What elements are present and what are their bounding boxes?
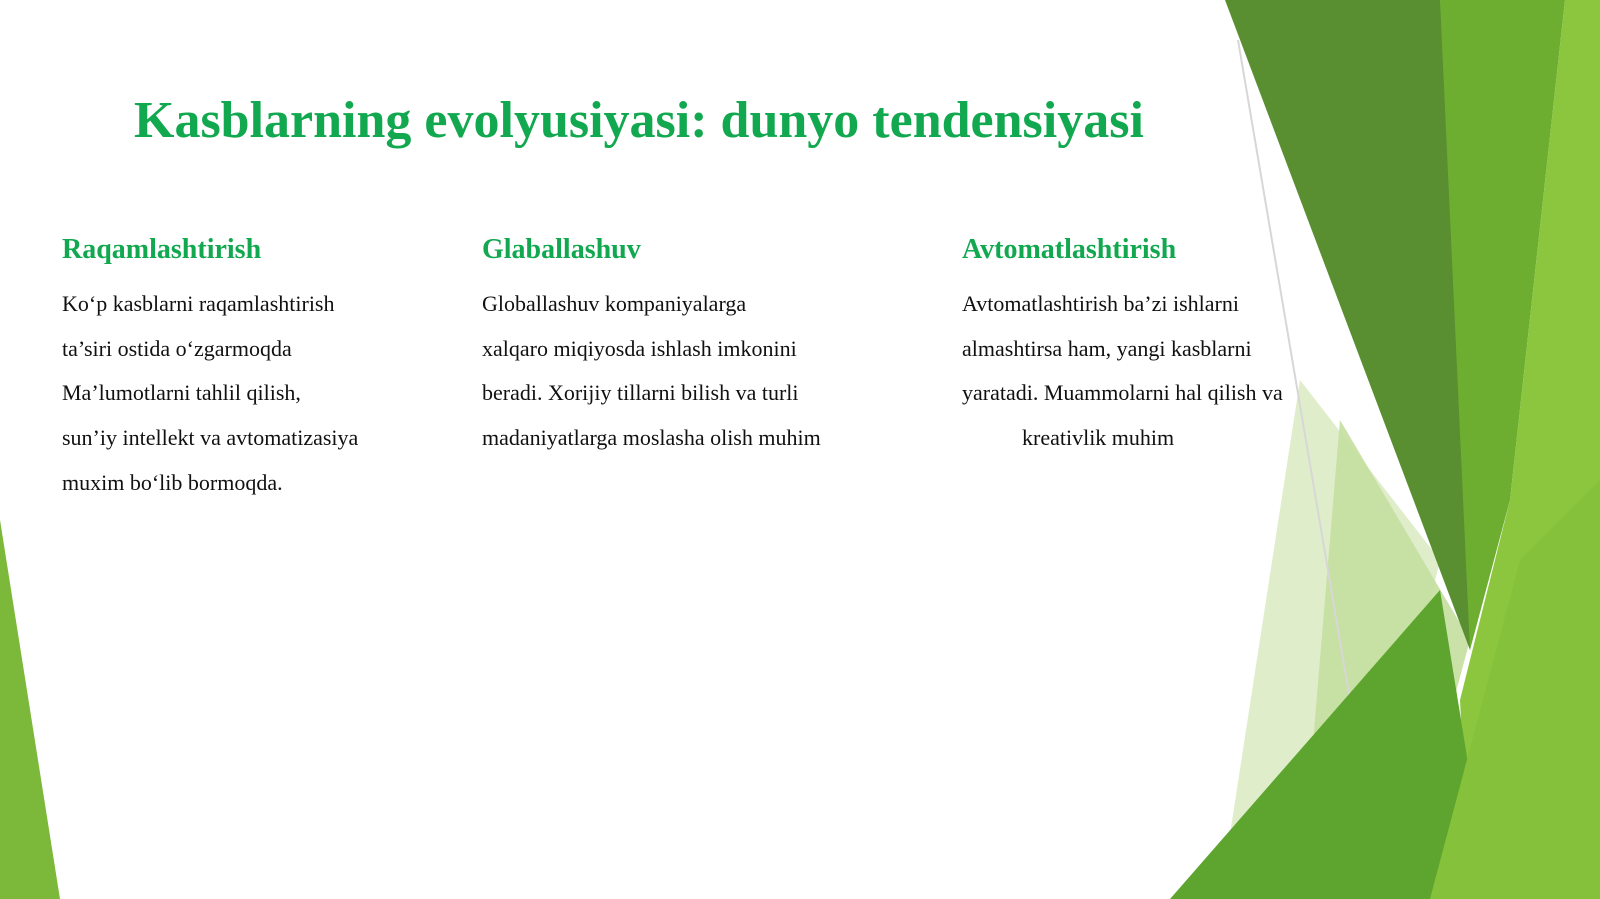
column-avtomatlashtirish — [962, 228, 1342, 461]
column-text-line: ta’siri ostida o‘zgarmoqda — [62, 335, 292, 361]
column-text-line: madaniyatlarga moslasha olish muhim — [482, 425, 821, 451]
column-glaballashuv — [482, 228, 912, 461]
column-text-line: Avtomatlashtirish ba’zi ishlarni — [962, 291, 1239, 316]
column-text-line: xalqaro miqiyosda ishlash imkonini — [482, 335, 797, 361]
column-text-line: almashtirsa ham, yangi kasblarni — [962, 335, 1252, 361]
column-text-line: yaratadi. Muammolarni hal qilish va — [962, 380, 1283, 406]
column-text-line: Ko‘p kasblarni raqamlashtirish — [62, 291, 335, 316]
column-heading: Avtomatlashtirish — [962, 234, 1177, 265]
column-text-line: muxim bo‘lib bormoqda. — [62, 469, 283, 495]
left-green-facet — [0, 520, 60, 899]
column-text-line: Globallashuv kompaniyalarga — [482, 291, 747, 316]
column-text-line: sun’iy intellekt va avtomatizasiya — [62, 425, 359, 451]
column-text-line: kreativlik muhim — [1022, 425, 1175, 451]
column-raqamlashtirish — [62, 228, 462, 506]
column-text-line: Ma’lumotlarni tahlil qilish, — [62, 380, 301, 406]
column-heading: Raqamlashtirish — [62, 234, 262, 265]
slide-title: Kasblarning evolyusiyasi: dunyo tendensiyasi — [134, 92, 1144, 149]
column-heading: Glaballashuv — [482, 234, 641, 265]
column-text-line: beradi. Xorijiy tillarni bilish va turli — [482, 380, 799, 406]
